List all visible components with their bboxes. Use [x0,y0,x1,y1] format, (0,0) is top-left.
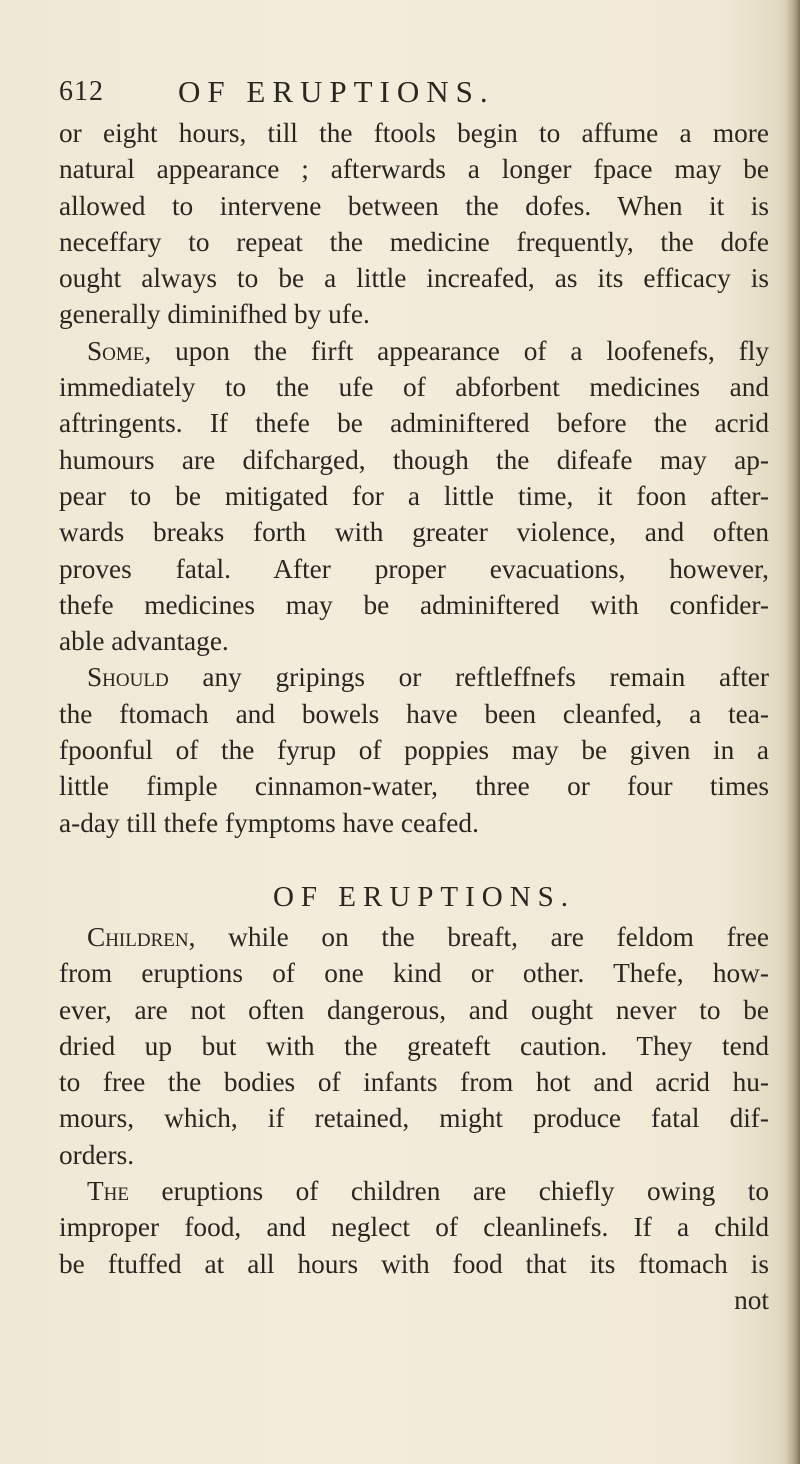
paragraph-lead-word: Some, [87,335,152,366]
text-line: the ftomach and bowels have been cleanfed, a tea- [59,698,769,729]
text-line [87,333,769,369]
text-line: wards breaks forth with greater violence, and often [59,517,769,548]
text-line: humours are difcharged, though the difeafe may ap- [59,444,769,475]
text-line: allowed to intervene between the dofes. When it is [59,190,769,221]
section-heading: OF ERUPTIONS. [272,880,576,913]
catchword: not [734,1284,769,1315]
text-line: immediately to the ufe of abforbent medicines and [59,372,769,403]
text-line [87,659,769,695]
page-edge-shadow [786,0,800,1464]
paragraph-some [59,333,769,660]
text-line: fpoonful of the fyrup of poppies may be given in a [59,735,769,766]
text-line: ever, are not often dangerous, and ought never to be [59,994,769,1025]
text-line: thefe medicines may be adminiftered with confider- [59,589,769,620]
text-line: be ftuffed at all hours with food that its ftomach is [59,1248,769,1279]
text-line: neceffary to repeat the medicine frequently, the dofe [59,226,769,257]
text-line [87,919,769,955]
text-line: from eruptions of one kind or other. Thefe, how- [59,958,769,989]
line-text: eruptions of children are chiefly owing to [161,1176,770,1207]
text-line: proves fatal. After proper evacuations, however, [59,553,769,584]
paragraph-should [59,659,769,840]
text-line: pear to be mitigated for a little time, it foon after- [59,480,769,511]
paragraph-continuation [59,115,769,333]
paragraph-children [59,919,769,1173]
page-header [59,74,719,118]
text-line: improper food, and neglect of cleanlinefs. If a child [59,1212,769,1243]
text-line: able advantage. [59,626,229,657]
body-text [59,115,769,1318]
text-line: or eight hours, till the ftools begin to affume a more [59,118,769,148]
running-head: OF ERUPTIONS. [178,74,495,109]
line-text: any gripings or reftleffnefs remain after [202,662,769,693]
text-line: little fimple cinnamon-water, three or four times [59,771,769,802]
text-line: orders. [59,1139,135,1170]
text-line: natural appearance ; afterwards a longer fpace may be [59,154,769,185]
text-line: mours, which, if retained, might produce fatal dif- [59,1103,769,1134]
text-line: generally diminifhed by ufe. [59,299,370,330]
text-line: to free the bodies of infants from hot and acrid hu- [59,1067,769,1098]
paragraph-lead-word: Should [87,662,169,693]
text-line: aftringents. If thefe be adminiftered before the acrid [59,408,769,439]
page-number: 612 [59,76,104,107]
line-text: upon the firft appearance of a loofenefs, fly [175,335,769,366]
text-line: ought always to be a little increafed, as its efficacy is [59,263,769,294]
paragraph-lead-word: Children, [87,921,196,952]
text-line: a-day till thefe fymptoms have ceafed. [59,807,479,838]
paragraph-the [59,1173,769,1282]
line-text: while on the breaft, are feldom free [228,921,769,952]
text-line: dried up but with the greateft caution. They tend [59,1030,769,1061]
paragraph-lead-word: The [87,1176,130,1207]
text-line [87,1173,769,1209]
